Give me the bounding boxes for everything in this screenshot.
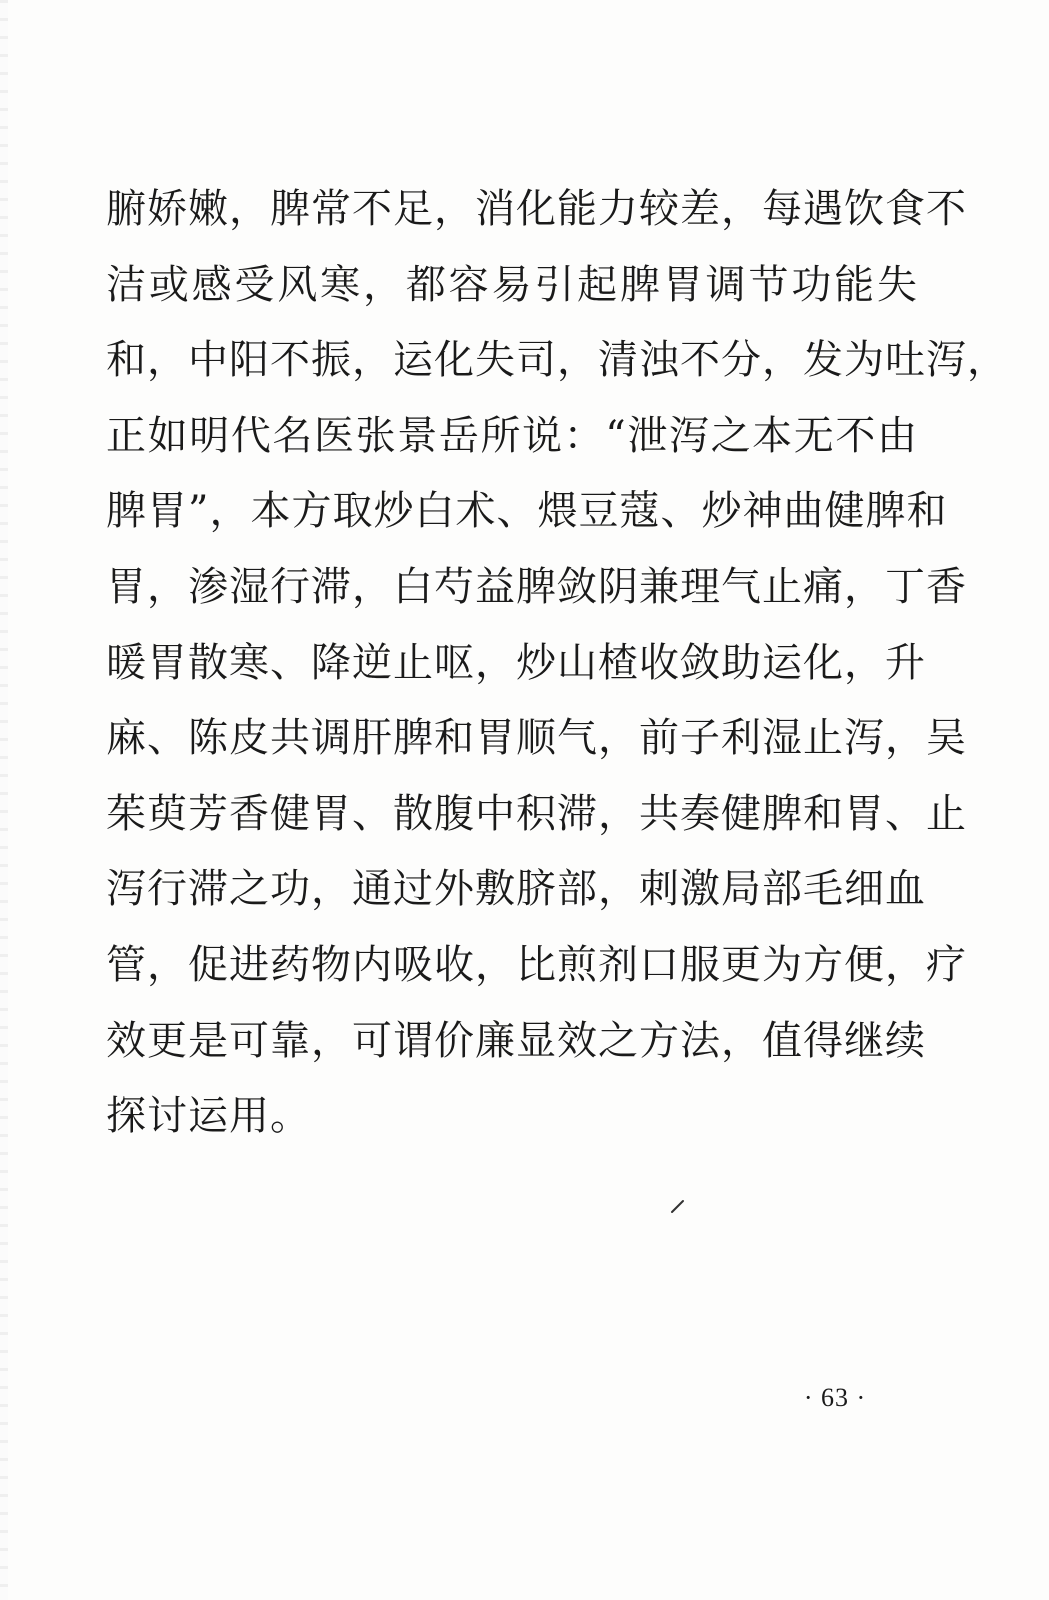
text-line: 脾胃”，本方取炒白术、煨豆蔻、炒神曲健脾和 (106, 488, 948, 535)
text-line: 管，促进药物内吸收，比煎剂口服更为方便，疗 (106, 941, 967, 988)
text-line: 正如明代名医张景岳所说：“泄泻之本无不由 (106, 412, 918, 459)
page-number: · 63 · (803, 1383, 867, 1412)
text-line: 胃，渗湿行滞，白芍益脾敛阴兼理气止痛，丁香 (106, 563, 967, 610)
scan-edge (0, 0, 8, 1600)
text-line: 腑娇嫩，脾常不足，消化能力较差，每遇饮食不 (106, 186, 967, 232)
text-line: 洁或感受风寒，都容易引起脾胃调节功能失 (106, 261, 918, 308)
text-line: 探讨运用。 (106, 1093, 311, 1140)
scan-mark (668, 1196, 688, 1216)
text-line: 效更是可靠，可谓价廉显效之方法，值得继续 (106, 1017, 926, 1064)
text-line: 暖胃散寒、降逆止呕，炒山楂收敛助运化，升 (106, 639, 926, 686)
text-line: 茱萸芳香健胃、散腹中积滞，共奏健脾和胃、止 (106, 790, 967, 837)
body-text (106, 172, 1008, 1155)
text-line: 和，中阳不振，运化失司，清浊不分，发为吐泻， (106, 337, 1008, 384)
text-line: 麻、陈皮共调肝脾和胃顺气，前子利湿止泻，吴 (106, 715, 967, 762)
text-line: 泻行滞之功，通过外敷脐部，刺激局部毛细血 (106, 866, 926, 913)
